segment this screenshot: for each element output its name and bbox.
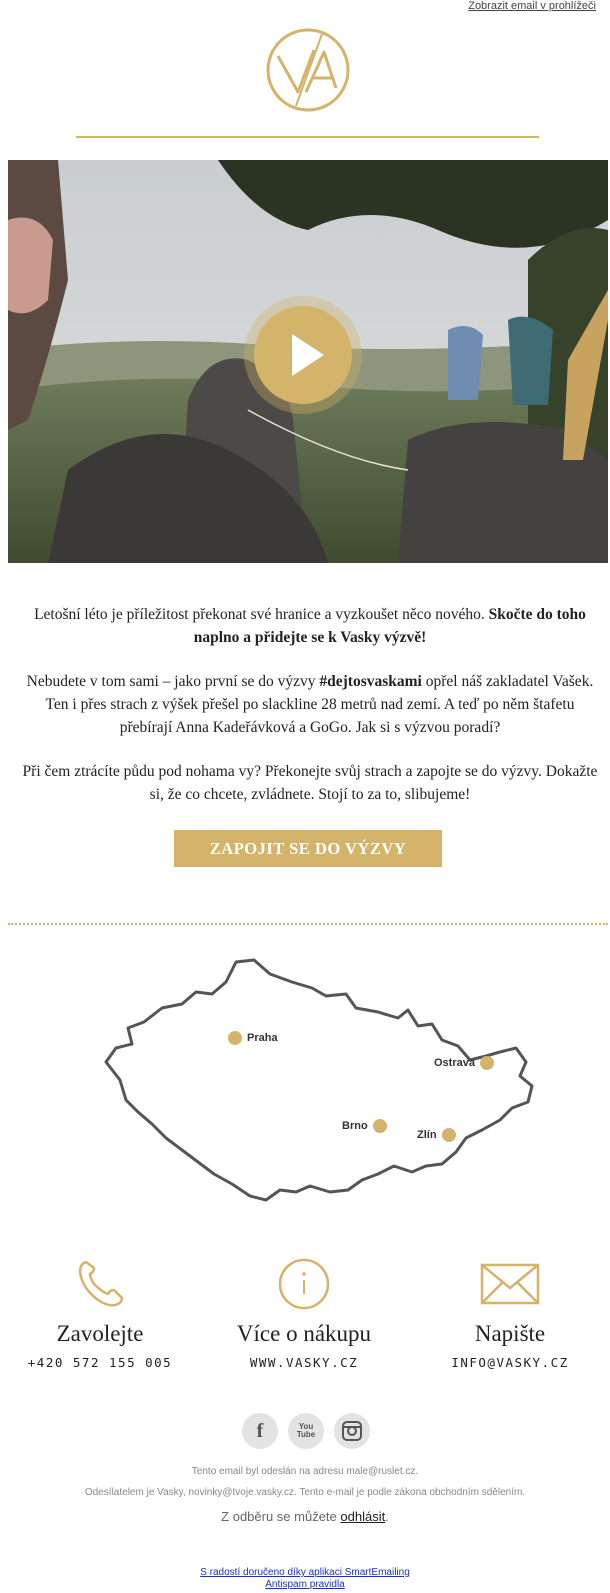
- smartemailing-line: [0, 1567, 610, 1578]
- phone-number[interactable]: +420 572 155 005: [27, 1355, 173, 1370]
- view-in-browser: [468, 0, 596, 12]
- youtube-icon[interactable]: You Tube: [288, 1413, 324, 1449]
- phone-icon: [0, 1255, 200, 1313]
- unsubscribe-line: Z odběru se můžete odhlásit.: [221, 1509, 389, 1524]
- email-link[interactable]: INFO@VASKY.CZ: [451, 1355, 569, 1370]
- city-marker: [480, 1056, 494, 1070]
- video-play-button[interactable]: [244, 296, 362, 414]
- mail-icon: [410, 1255, 610, 1313]
- vasky-logo[interactable]: [264, 26, 352, 114]
- city-zlin: Zlín: [417, 1128, 456, 1142]
- antispam-link[interactable]: Antispam pravidla: [265, 1579, 345, 1590]
- info-icon: [204, 1255, 404, 1313]
- contact-title: Napište: [474, 1321, 546, 1346]
- city-marker: [442, 1128, 456, 1142]
- dotted-divider: [8, 923, 608, 925]
- city-marker: [228, 1031, 242, 1045]
- hero-video[interactable]: [8, 160, 608, 563]
- czech-outline: [86, 952, 546, 1222]
- contact-web[interactable]: [204, 1255, 404, 1370]
- antispam-line: [0, 1579, 610, 1590]
- website-link[interactable]: WWW.VASKY.CZ: [249, 1355, 359, 1370]
- contact-phone[interactable]: [0, 1255, 200, 1370]
- unsubscribe-link[interactable]: odhlásit: [340, 1509, 386, 1524]
- contact-title: Více o nákupu: [236, 1321, 372, 1346]
- paragraph-2: Nebudete v tom sami – jako první se do výzvy #dejtosvaskami opřel náš zakladatel Vašek. Ten i přes strach z výšek přešel po slackline 28 metrů nad zemí. A teď po něm štafetu přebírají Anna Kadeřávková a GoGo. Jak si s výzvou poradí?: [26, 673, 594, 736]
- paragraph-3: Při čem ztrácíte půdu pod nohama vy? Překonejte svůj strach a zapojte se do výzvy. Dokažte si, že co chcete, zvládnete. Stojí to za to, slibujeme!: [22, 763, 598, 803]
- contact-mail[interactable]: [410, 1255, 610, 1370]
- city-ostrava: Ostrava: [434, 1056, 494, 1070]
- czech-map: [86, 952, 546, 1222]
- facebook-icon[interactable]: f: [242, 1413, 278, 1449]
- city-brno: Brno: [342, 1119, 387, 1133]
- view-in-browser-link[interactable]: Zobrazit email v prohlížeči: [468, 0, 596, 12]
- play-icon[interactable]: [254, 306, 352, 404]
- city-praha: Praha: [228, 1031, 278, 1045]
- contact-title: Zavolejte: [56, 1321, 144, 1346]
- smartemailing-link[interactable]: S radostí doručeno díky aplikaci SmartEmailing: [200, 1567, 410, 1578]
- sender-notice: Odesílatelem je Vasky, novinky@tvoje.vasky.cz. Tento e-mail je podle zákona obchodním sdělením.: [84, 1487, 526, 1498]
- paragraph-1: Letošní léto je příležitost překonat své hranice a vyzkoušet něco nového. Skočte do toho naplno a přidejte se k Vasky výzvě!: [34, 606, 586, 646]
- intro-text: [20, 603, 600, 827]
- sent-to-notice: Tento email byl odeslán na adresu male@ruslet.cz.: [191, 1466, 419, 1477]
- logo-divider: [76, 136, 539, 138]
- social-links: [242, 1413, 370, 1449]
- hashtag: #dejtosvaskami: [319, 673, 422, 690]
- instagram-icon[interactable]: [334, 1413, 370, 1449]
- join-challenge-button[interactable]: ZAPOJIT SE DO VÝZVY: [174, 830, 442, 867]
- city-marker: [373, 1119, 387, 1133]
